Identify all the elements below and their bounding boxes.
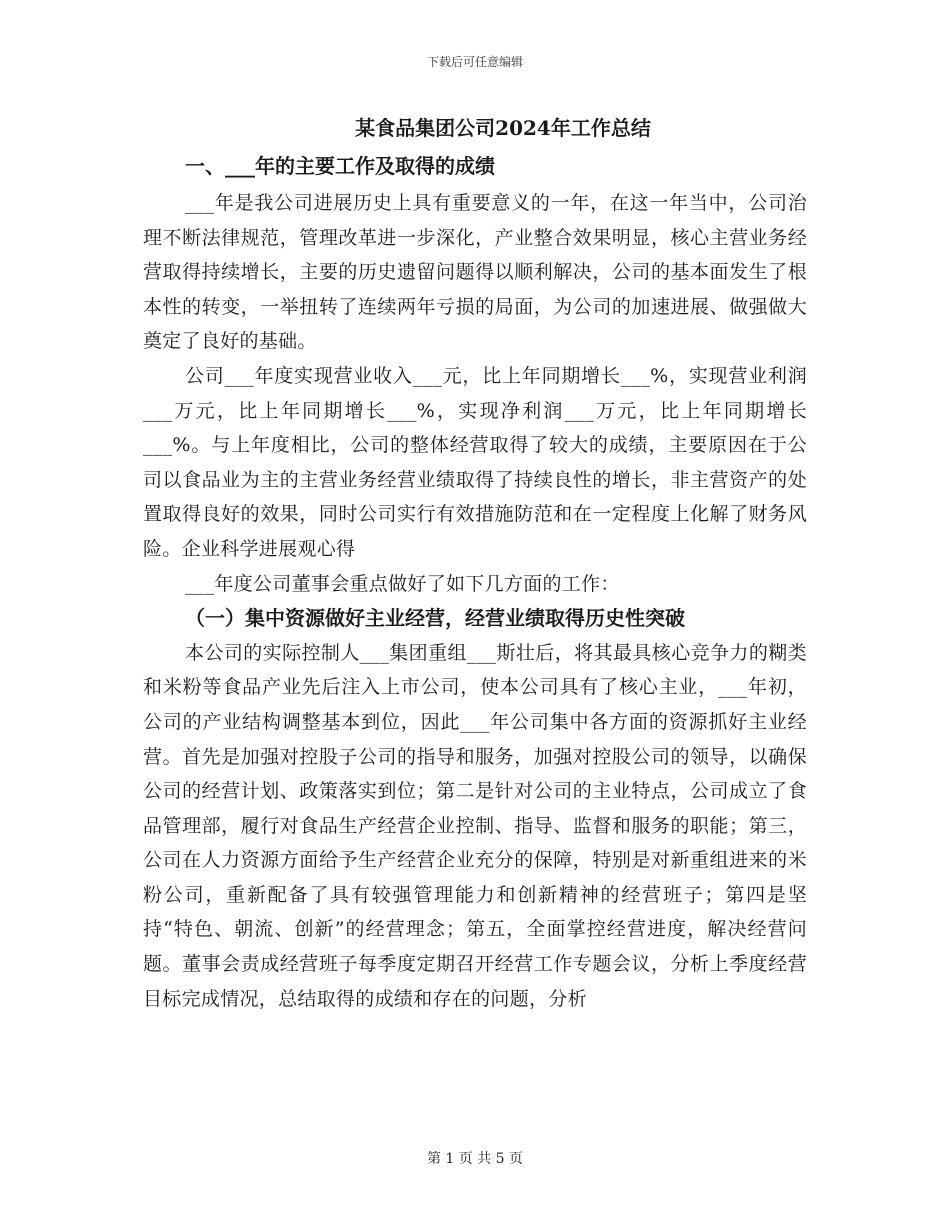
document-body	[143, 112, 807, 1016]
document-title: 某食品集团公司2024年工作总结	[355, 116, 651, 140]
page-indicator: 第 1 页 共 5 页	[426, 1151, 524, 1167]
paragraph-1: ___年是我公司进展历史上具有重要意义的一年，在这一年当中，公司治理不断法律规范，管理改革进一步深化，产业整合效果明显，核心主营业务经营取得持续增长，主要的历史遗留问题得以顺利解决，公司的基本面发生了根本性的转变，一举扭转了连续两年亏损的局面，为公司的加速进展、做强做大奠定了良好的基础。	[143, 192, 807, 353]
paragraph-3: ___年度公司董事会重点做好了如下几方面的工作：	[185, 572, 620, 595]
subsection-heading-1: （一）集中资源做好主业经营，经营业绩取得历史性突破	[185, 606, 685, 631]
paragraph-4: 本公司的实际控制人___集团重组___斯壮后，将其最具核心竞争力的糊类和米粉等食品产业先后注入上市公司，使本公司具有了核心主业，___年初，公司的产业结构调整基本到位，因此___年公司集中各方面的资源抓好主业经营。首先是加强对控股子公司的指导和服务，加强对控股公司的领导，以确保公司的经营计划、政策落实到位；第二是针对公司的主业特点，公司成立了食品管理部，履行对食品生产经营企业控制、指导、监督和服务的职能；第三，公司在人力资源方面给予生产经营企业充分的保障，特别是对新重组进来的米粉公司，重新配备了具有较强管理能力和创新精神的经营班子；第四是坚持“特色、朝流、创新”的经营理念；第五，全面掌控经营进度，解决经营问题。董事会责成经营班子每季度定期召开经营工作专题会议，分析上季度经营目标完成情况，总结取得的成绩和存在的问题，分析	[143, 641, 807, 1010]
paragraph-2: 公司___年度实现营业收入___元，比上年同期增长___%，实现营业利润___万元，比上年同期增长___%，实现净利润___万元，比上年同期增长___%。与上年度相比，公司的整体经营取得了较大的成绩，主要原因在于公司以食品业为主的主营业务经营业绩取得了持续良性的增长，非主营资产的处置取得良好的效果，同时公司实行有效措施防范和在一定程度上化解了财务风险。企业科学进展观心得	[143, 364, 807, 560]
section-heading-1: 一、___年的主要工作及取得的成绩	[185, 154, 495, 178]
header-note: 下载后可任意编辑	[426, 55, 523, 69]
